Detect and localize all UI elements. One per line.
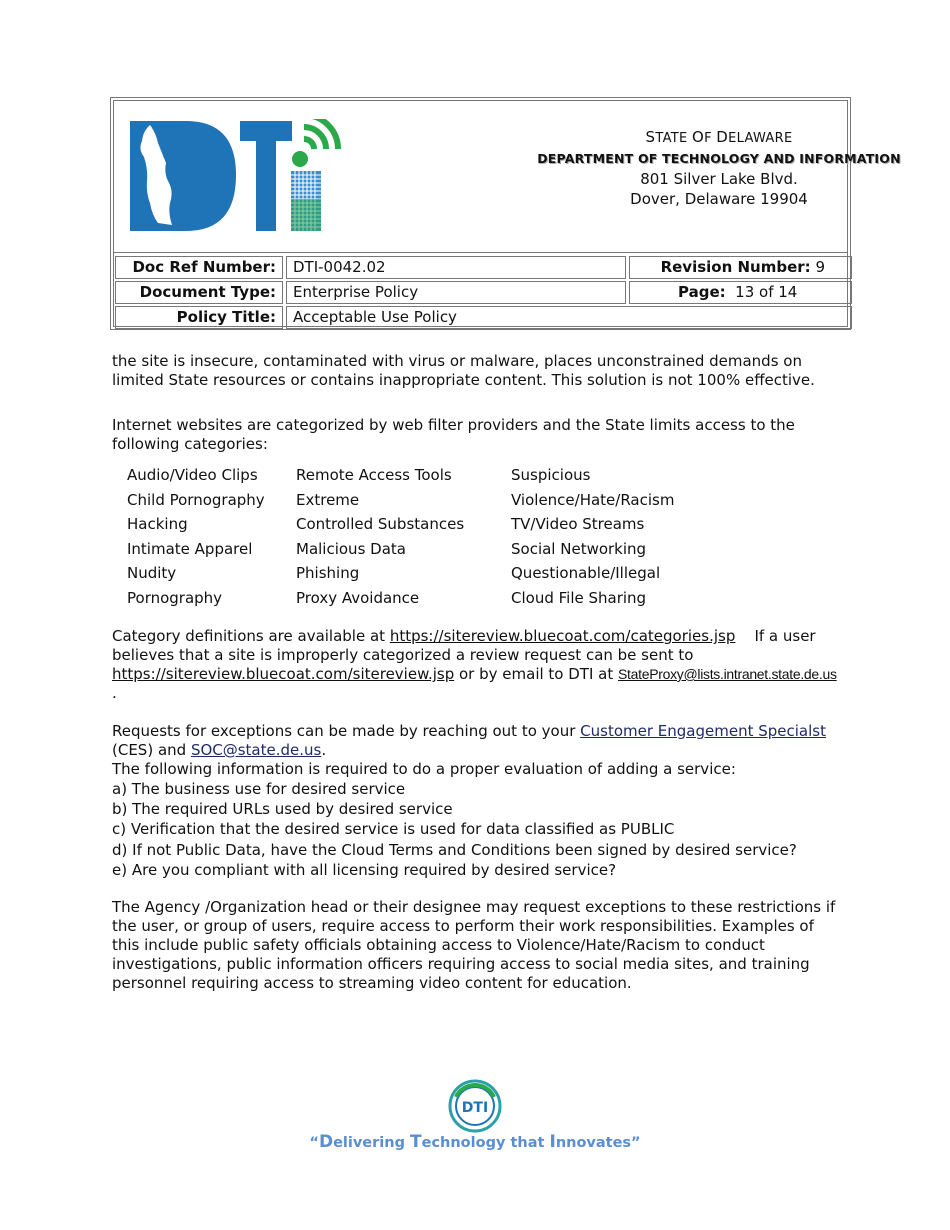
soc-email-link[interactable]: SOC@state.de.us: [190, 741, 322, 759]
revision-cell: [629, 256, 852, 279]
requirements-intro: The following information is required to do a proper evaluation of adding a service:: [112, 760, 736, 778]
paragraph-3: Category definitions are available at https://sitereview.bluecoat.com/categories.jsp If a user believes that a site is improperly categorized a review request can be sent to https://sitereview.bluecoat.com/sitereview.jsp or by email to DTI at StateProxy@lists.intranet.state.de.us .: [112, 627, 842, 702]
page-value: 13 of 14: [735, 283, 798, 301]
category-item: Suspicious: [511, 466, 591, 484]
category-item: Phishing: [296, 564, 360, 583]
paragraph-5: The Agency /Organization head or their designee may request exceptions to these restrictions if the user, or group of users, require access to perform their work responsibilities. Examples of this include public safety officials obtaining access to Violence/Hate/Racism to conduct investigations, public information officers requiring access to social media sites, and training personnel requiring access to streaming video content for education.: [112, 898, 836, 992]
page-label: Page:: [678, 283, 726, 301]
policy-title-label: Policy Title:: [115, 306, 283, 329]
customer-engagement-link[interactable]: Customer Engagement Specialst: [580, 722, 826, 740]
doc-type-value: Enterprise Policy: [286, 281, 626, 304]
sitereview-link[interactable]: https://sitereview.bluecoat.com/sitereview.jsp: [112, 665, 455, 683]
dti-seal-logo: [448, 1079, 502, 1133]
org-department: DEPARTMENT OF TECHNOLOGY AND INFORMATION: [537, 151, 901, 166]
paragraph-1: the site is insecure, contaminated with virus or malware, places unconstrained demands on limited State resources or contains inappropriate content. This solution is not 100% effective.: [112, 352, 815, 389]
revision-label: Revision Number:: [660, 258, 811, 276]
category-item: Controlled Substances: [296, 515, 465, 534]
state-proxy-email-link[interactable]: StateProxy@lists.intranet.state.de.us: [618, 666, 837, 682]
category-item: Cloud File Sharing: [511, 588, 647, 607]
category-item: Child Pornography: [127, 490, 265, 509]
category-item: Questionable/Illegal: [511, 564, 661, 583]
category-item: Remote Access Tools: [296, 466, 452, 484]
list-item: c) Verification that the desired service is used for data classified as PUBLIC: [112, 820, 675, 839]
address-line-1: 801 Silver Lake Blvd.: [640, 170, 798, 188]
doc-ref-label: Doc Ref Number:: [115, 256, 283, 279]
doc-type-label: Document Type:: [115, 281, 283, 304]
doc-ref-row: [114, 255, 847, 280]
requirements-list: [112, 779, 842, 880]
list-item: d) If not Public Data, have the Cloud Terms and Conditions been signed by desired service?: [112, 840, 797, 859]
org-address: [424, 127, 950, 209]
category-item: Social Networking: [511, 539, 647, 558]
document-header-inner: [113, 100, 901, 327]
category-item: Intimate Apparel: [127, 539, 253, 558]
tagline: “Delivering Technology that Innovates”: [309, 1132, 641, 1152]
page-cell: [629, 281, 852, 304]
category-item: Extreme: [296, 490, 360, 509]
category-item: Audio/Video Clips: [127, 466, 258, 484]
policy-title-value: Acceptable Use Policy: [286, 306, 852, 329]
logo-address-cell: [114, 101, 901, 253]
category-item: Proxy Avoidance: [296, 588, 420, 607]
category-item: Nudity: [127, 564, 177, 583]
paragraph-2: Internet websites are categorized by web filter providers and the State limits access to the following categories:: [112, 416, 795, 453]
category-item: TV/Video Streams: [511, 515, 645, 534]
revision-value: 9: [815, 258, 825, 276]
category-item: Violence/Hate/Racism: [511, 490, 675, 509]
category-item: Malicious Data: [296, 539, 406, 558]
list-item: b) The required URLs used by desired service: [112, 800, 453, 819]
doc-ref-value: DTI-0042.02: [286, 256, 626, 279]
category-item: Pornography: [127, 588, 223, 607]
categories-link[interactable]: https://sitereview.bluecoat.com/categories.jsp: [389, 627, 736, 645]
seal-text: DTI: [461, 1100, 489, 1116]
list-item: e) Are you compliant with all licensing required by desired service?: [112, 860, 617, 879]
org-state: STATE OF DELAWARE: [645, 128, 793, 146]
document-header: [110, 97, 901, 330]
list-item: a) The business use for desired service: [112, 780, 406, 798]
category-item: Hacking: [127, 515, 188, 534]
paragraph-4: Requests for exceptions can be made by reaching out to your Customer Engagement Specialst (CES) and SOC@state.de.us. The following information is required to do a proper evaluation of adding a service:: [112, 722, 826, 778]
address-line-2: Dover, Delaware 19904: [630, 190, 808, 208]
doc-type-row: [114, 280, 847, 305]
policy-title-row: [114, 305, 847, 330]
dti-logo: [128, 119, 353, 234]
